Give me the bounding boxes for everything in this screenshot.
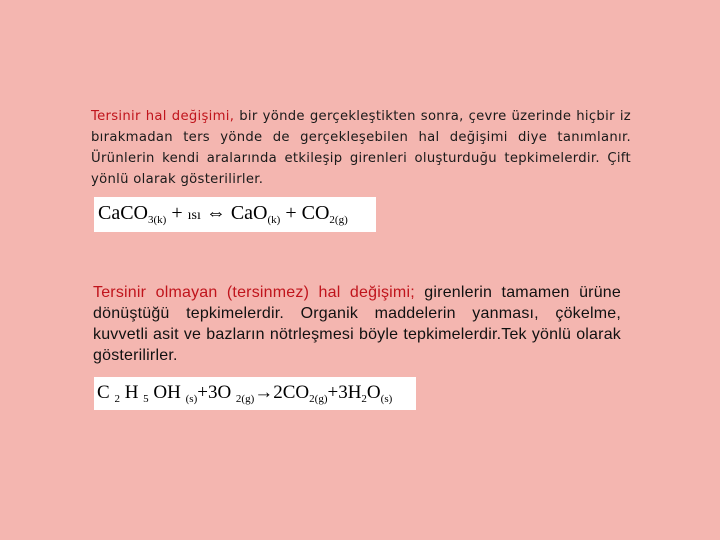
irreversible-description: girenlerin tamamen ürüne dönüştüğü tepkimelerdir. Organik maddelerin yanması, çökelme, kuvvetli asit ve bazların nötrleşmesi böyle tepkimelerdir.Tek yönlü olarak gösterilirler.	[93, 284, 622, 364]
reversible-definition-paragraph	[91, 106, 631, 190]
irreversible-definition-paragraph	[93, 282, 621, 366]
double-arrow-icon: ⇔	[200, 202, 231, 224]
reversible-term: Tersinir hal değişimi,	[91, 109, 235, 124]
reversible-equation: CaCO$_{3(k)}$ + ısı ⇔ $CaO_{(k)} + CO_{2(g)}$	[94, 197, 376, 232]
reversible-description: bir yönde gerçekleştikten sonra, çevre üzerinde hiçbir iz bırakmadan ters yönde de gerçekleşebilen hal değişimi diye tanımlanır. Ürünlerin kendi aralarında etkileşip girenleri oluşturduğu tepkimelerdir. Çift yönlü olarak gösterilirler.	[91, 109, 631, 187]
irreversible-equation: C $_2$ H $_5$ OH $_{(s)}$+3O $_{2(g)}\to 2CO_{2(g)}+3H_2O_{(s)}$	[94, 377, 416, 410]
irreversible-term: Tersinir olmayan (tersinmez) hal değişimi;	[93, 284, 415, 301]
heat-term: ısı	[187, 208, 201, 223]
arrow-icon: →	[254, 382, 274, 403]
